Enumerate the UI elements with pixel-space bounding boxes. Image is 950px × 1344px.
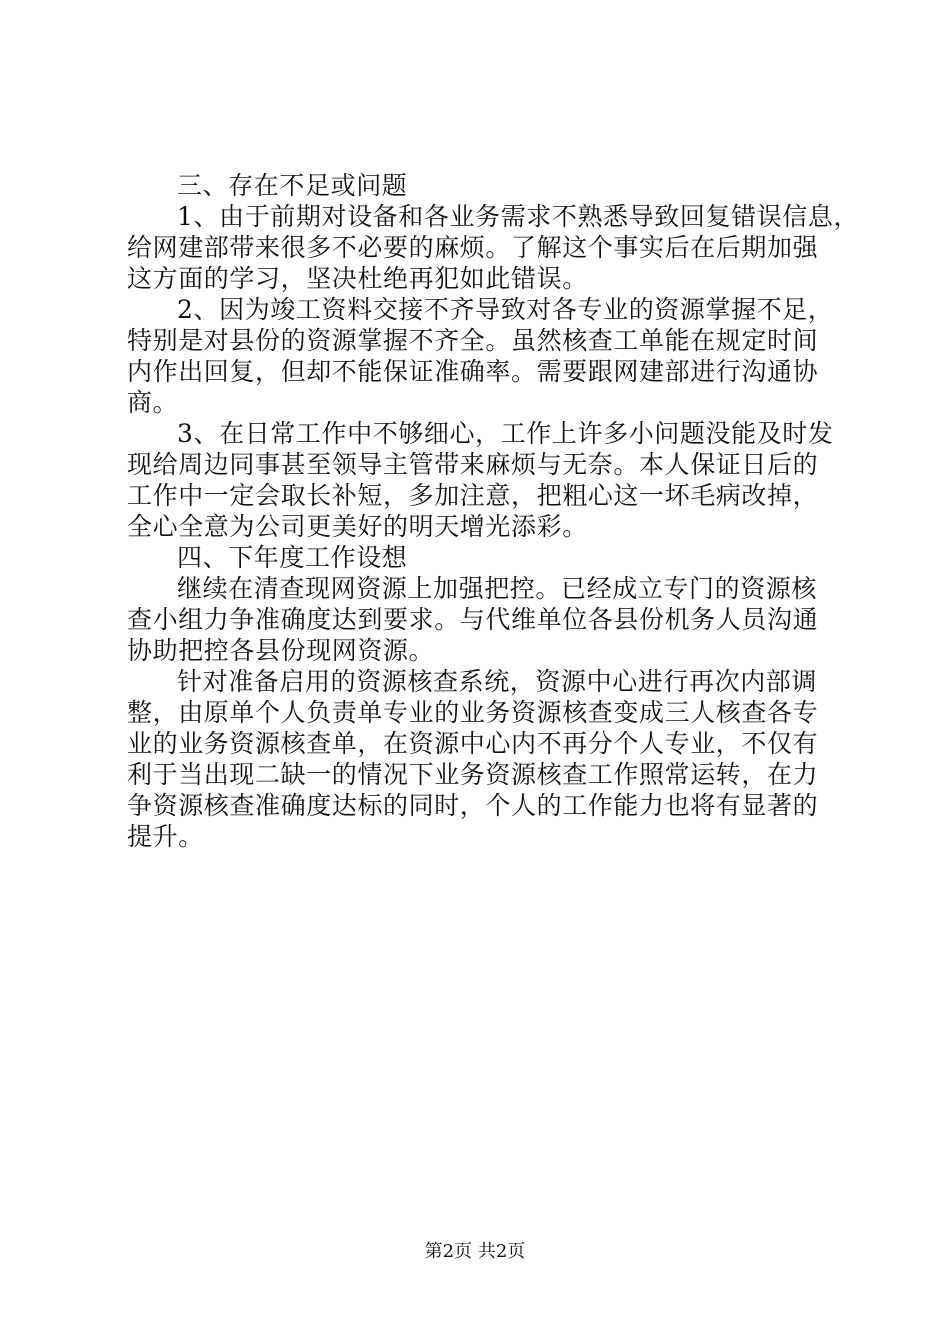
paragraph-line: 业的业务资源核查单，在资源中心内不再分个人专业，不仅有 xyxy=(127,729,819,758)
paragraph-line: 整，由原单个人负责单专业的业务资源核查变成三人核查各专 xyxy=(127,698,819,727)
paragraph-line: 利于当出现二缺一的情况下业务资源核查工作照常运转，在力 xyxy=(127,760,819,789)
paragraph xyxy=(127,666,827,852)
paragraph-line: 针对准备启用的资源核查系统，资源中心进行再次内部调 xyxy=(177,667,818,696)
paragraph-line: 给网建部带来很多不必要的麻烦。了解这个事实后在后期加强 xyxy=(127,233,819,262)
paragraph-line: 2、因为竣工资料交接不齐导致对各专业的资源掌握不足， xyxy=(177,295,834,324)
document-body xyxy=(127,170,860,852)
paragraph-line: 商。 xyxy=(127,388,179,417)
paragraph-line: 协助把控各县份现网资源。 xyxy=(127,636,435,665)
paragraph xyxy=(127,418,834,542)
paragraph-line: 提升。 xyxy=(127,822,204,851)
paragraph-line: 1、由于前期对设备和各业务需求不熟悉导致回复错误信息， xyxy=(177,202,860,231)
paragraph xyxy=(127,294,834,418)
paragraph-line: 内作出回复，但却不能保证准确率。需要跟网建部进行沟通协 xyxy=(127,357,819,386)
paragraph xyxy=(127,573,827,666)
paragraph-line: 继续在清查现网资源上加强把控。已经成立专门的资源核 xyxy=(177,574,818,603)
section-heading: 四、下年度工作设想 xyxy=(177,543,408,572)
paragraph-line: 特别是对县份的资源掌握不齐全。虽然核查工单能在规定时间 xyxy=(127,326,819,355)
paragraph-line: 现给周边同事甚至领导主管带来麻烦与无奈。本人保证日后的 xyxy=(127,450,819,479)
page-footer: 第2页 共2页 xyxy=(424,1241,526,1262)
paragraph xyxy=(127,201,860,294)
paragraph-line: 3、在日常工作中不够细心，工作上许多小问题没能及时发 xyxy=(177,419,834,448)
paragraph-line: 工作中一定会取长补短，多加注意，把粗心这一坏毛病改掉， xyxy=(127,481,819,510)
paragraph-line: 这方面的学习，坚决杜绝再犯如此错误。 xyxy=(127,264,588,293)
paragraph-line: 查小组力争准确度达到要求。与代维单位各县份机务人员沟通 xyxy=(127,605,819,634)
section-heading: 三、存在不足或问题 xyxy=(177,171,408,200)
paragraph-line: 全心全意为公司更美好的明天增光添彩。 xyxy=(127,512,588,541)
paragraph-line: 争资源核查准确度达标的同时，个人的工作能力也将有显著的 xyxy=(127,791,819,820)
